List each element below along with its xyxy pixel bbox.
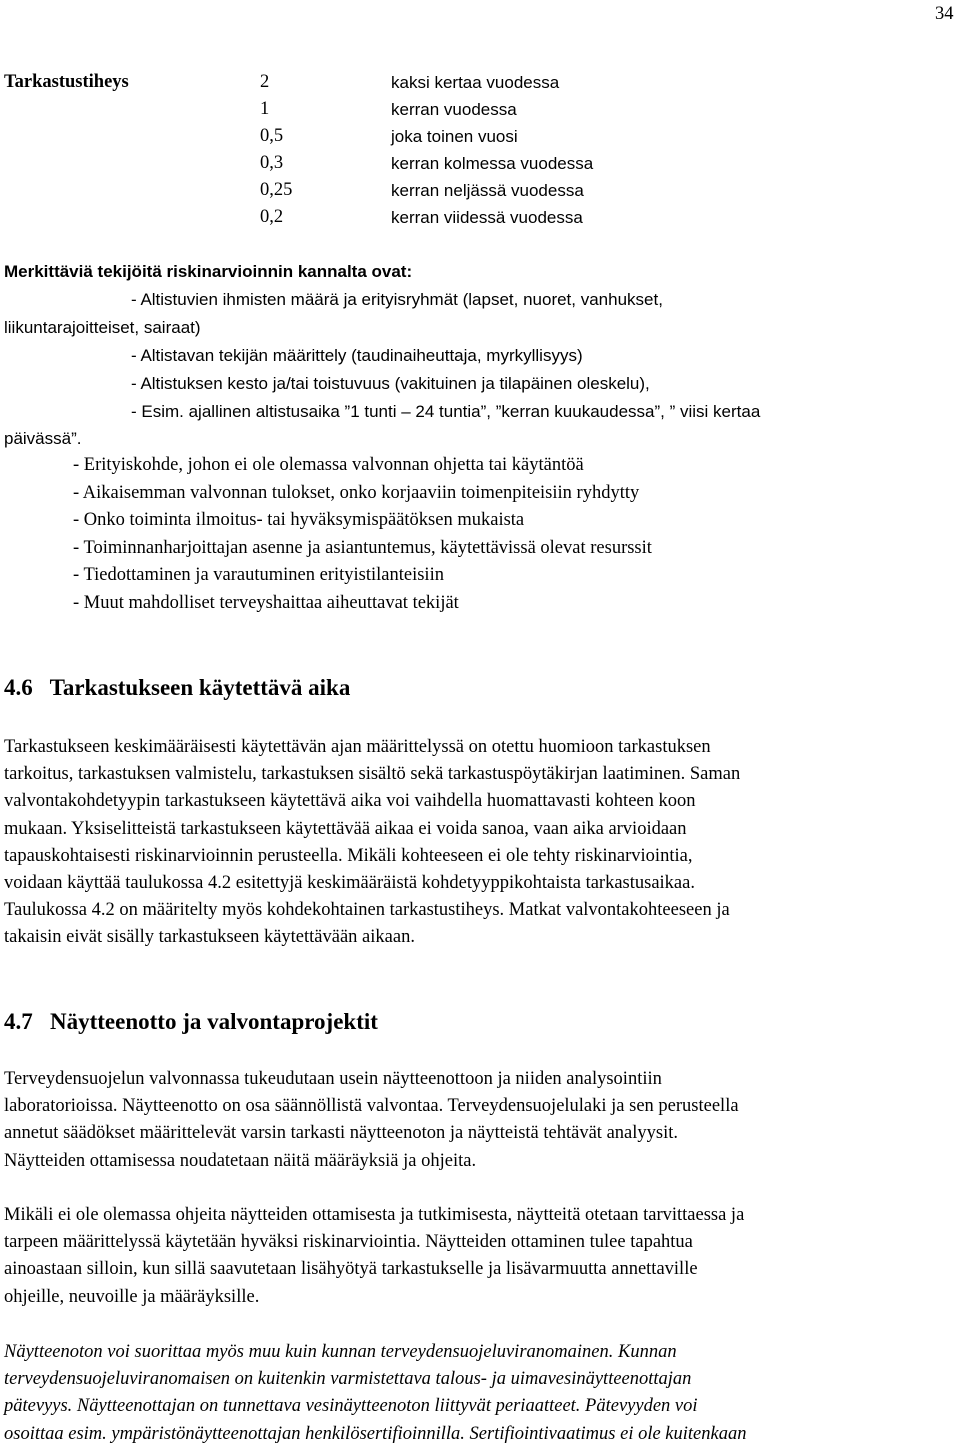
paragraph-line: voidaan käyttää taulukossa 4.2 esitettyjä keskimääräistä kohdetyyppikohtaista tarkastusaikaa. — [4, 873, 695, 894]
frequency-value: 0,5 — [260, 126, 284, 146]
paragraph-line: Näytteiden ottamisessa noudatetaan näitä määräyksiä ja ohjeita. — [4, 1150, 477, 1171]
paragraph-line: mukaan. Yksiselitteistä tarkastukseen käytettävää aikaa ei voida sanoa, vaan aika arvioidaan — [4, 818, 687, 839]
frequency-text: kerran vuodessa — [391, 100, 517, 119]
frequency-value: 0,2 — [260, 207, 284, 227]
frequency-text: kerran kolmessa vuodessa — [391, 154, 594, 173]
section-4-7-paragraph-3 — [4, 1339, 954, 1448]
risk-factor-line: - Altistuvien ihmisten määrä ja erityisryhmät (lapset, nuoret, vanhukset, — [131, 290, 663, 309]
paragraph-line: Taulukossa 4.2 on määritelty myös kohdekohtainen tarkastustiheys. Matkat valvontakohteeseen ja — [4, 900, 730, 921]
risk-factors-title: Merkittäviä tekijöitä riskinarvioinnin kannalta ovat: — [4, 262, 413, 281]
risk-factor-item: - Onko toiminta ilmoitus- tai hyväksymispäätöksen mukaista — [73, 510, 525, 530]
paragraph-line: valvontakohdetyypin tarkastukseen käytettävä aika voi vaihdella huomattavasti kohteen koon — [4, 791, 696, 812]
frequency-value: 0,25 — [260, 180, 293, 200]
paragraph-line: tapauskohtaisesti riskinarvioinnin perusteella. Mikäli kohteeseen ei ole tehty riskinarviointia, — [4, 845, 693, 866]
risk-factor-item: - Erityiskohde, johon ei ole olemassa valvonnan ohjetta tai käytäntöä — [73, 455, 584, 475]
risk-factor-line: - Altistavan tekijän määrittely (taudinaiheuttaja, myrkyllisyys) — [131, 346, 583, 365]
risk-factor-item: - Aikaisemman valvonnan tulokset, onko korjaaviin toimenpiteisiin ryhdytty — [73, 483, 640, 503]
page-number: 34 — [935, 4, 954, 24]
paragraph-line: osoittaa esim. ympäristönäytteenottajan henkilösertifioinnilla. Sertifiointivaatimus ei ole kuitenkaan — [4, 1423, 747, 1444]
frequency-value: 1 — [260, 99, 270, 119]
paragraph-line: Näytteenoton voi suorittaa myös muu kuin kunnan terveydensuojeluviranomainen. Kunnan — [4, 1342, 677, 1362]
paragraph-line: ohjeille, neuvoille ja määräyksille. — [4, 1286, 260, 1307]
section-4-6-paragraph — [4, 734, 954, 952]
paragraph-line: Mikäli ei ole olemassa ohjeita näytteiden ottamisesta ja tutkimisesta, näytteitä otetaan tarvittaessa ja — [4, 1205, 745, 1225]
section-4-7-paragraph-1 — [4, 1066, 954, 1175]
frequency-text: kerran viidessä vuodessa — [391, 208, 583, 227]
frequency-value: 0,3 — [260, 153, 284, 173]
risk-factor-item: - Muut mahdolliset terveyshaittaa aiheuttavat tekijät — [73, 593, 459, 613]
paragraph-line: terveydensuojeluviranomaisen on kuitenkin varmistettava talous- ja uimavesinäytteenottajan — [4, 1369, 692, 1390]
paragraph-line: Tarkastukseen keskimääräisesti käytettävän ajan määrittelyssä on otettu huomioon tarkastuksen — [4, 737, 711, 757]
paragraph-line: laboratorioissa. Näytteenotto on osa säännöllistä valvontaa. Terveydensuojelulaki ja sen perusteella — [4, 1096, 739, 1117]
risk-factor-item: - Tiedottaminen ja varautuminen erityistilanteisiin — [73, 565, 444, 585]
section-heading-4-6: 4.6 Tarkastukseen käytettävä aika — [4, 675, 351, 700]
frequency-text: joka toinen vuosi — [391, 127, 518, 146]
paragraph-line: pätevyys. Näytteenottajan on tunnettava vesinäytteenoton liittyvät periaatteet. Pätevyyden voi — [4, 1396, 698, 1417]
risk-factor-line: - Altistuksen kesto ja/tai toistuvuus (vakituinen ja tilapäinen oleskelu), — [131, 374, 650, 393]
risk-factor-item: - Toiminnanharjoittajan asenne ja asiantuntemus, käytettävissä olevat resurssit — [73, 538, 652, 558]
paragraph-line: tarpeen määrittelyssä käytetään hyväksi riskinarviointia. Näytteiden ottaminen tulee tapahtua — [4, 1232, 693, 1253]
frequency-value: 2 — [260, 72, 270, 92]
section-heading-4-7: 4.7 Näytteenotto ja valvontaprojektit — [4, 1009, 378, 1034]
frequency-text: kerran neljässä vuodessa — [391, 181, 584, 200]
section-4-7-paragraph-2 — [4, 1202, 954, 1311]
inspection-frequency-label: Tarkastustiheys — [4, 72, 129, 92]
paragraph-line: tarkoitus, tarkastuksen valmistelu, tarkastuksen sisältö sekä tarkastuspöytäkirjan laatiminen. Saman — [4, 764, 741, 785]
paragraph-line: Terveydensuojelun valvonnassa tukeudutaan usein näytteenottoon ja niiden analysointiin — [4, 1069, 662, 1089]
frequency-text: kaksi kertaa vuodessa — [391, 73, 560, 92]
paragraph-line: takaisin eivät sisälly tarkastukseen käytettävään aikaan. — [4, 927, 415, 948]
paragraph-line: ainoastaan silloin, kun sillä saavutetaan lisähyötyä tarkastukselle ja lisävarmuutta annettaville — [4, 1259, 698, 1280]
paragraph-line: annetut säädökset määrittelevät varsin tarkasti näytteenoton ja näytteistä tehtävät analyysit. — [4, 1123, 678, 1144]
risk-factor-line: - Esim. ajallinen altistusaika ”1 tunti – 24 tuntia”, ”kerran kuukaudessa”, ” viisi kertaa — [131, 402, 761, 421]
risk-factor-line: päivässä”. — [4, 429, 82, 448]
risk-factor-line: liikuntarajoitteiset, sairaat) — [4, 318, 201, 337]
